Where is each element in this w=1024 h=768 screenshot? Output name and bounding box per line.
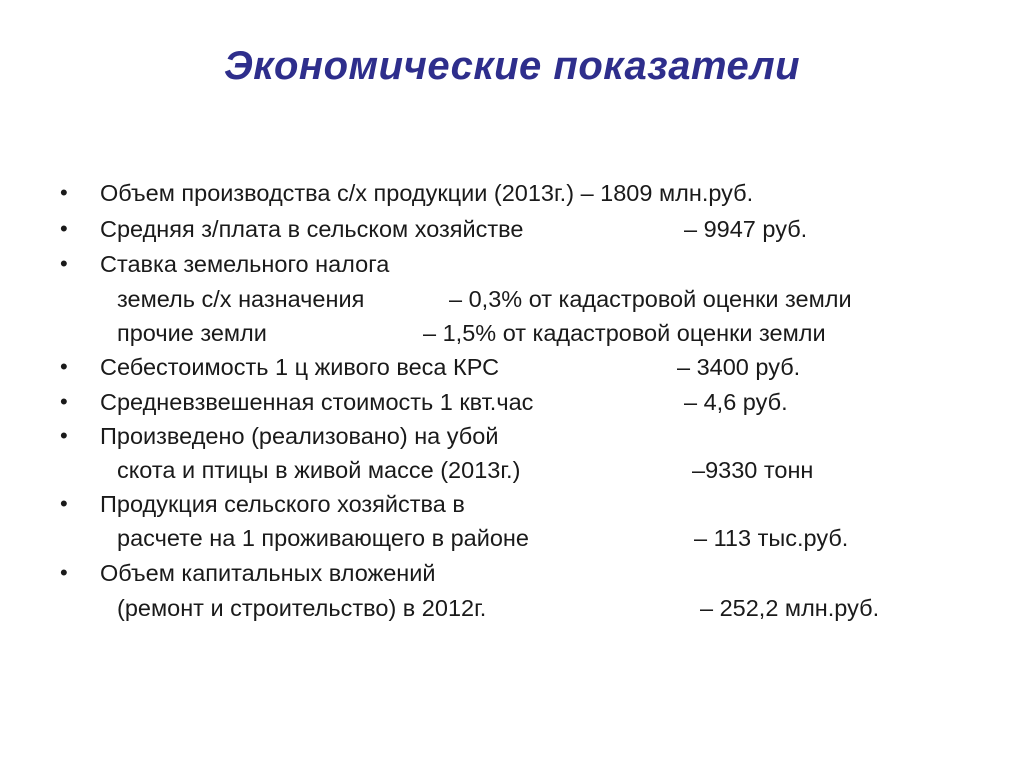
item-label: Ставка земельного налога — [100, 251, 390, 277]
bullet-icon: • — [60, 423, 68, 448]
bullet-icon: • — [60, 389, 68, 414]
item-label: Средняя з/плата в сельском хозяйстве — [100, 216, 524, 242]
item-label: Произведено (реализовано) на убой — [100, 423, 499, 449]
slide-title: Экономические показатели — [223, 44, 801, 88]
subitem-value: – 1,5% от кадастровой оценки земли — [423, 320, 826, 346]
item-label: Объем капитальных вложений — [100, 560, 436, 586]
bullet-icon: • — [60, 560, 68, 585]
item-label: Продукция сельского хозяйства в — [100, 491, 465, 517]
subitem-label: (ремонт и строительство) в 2012г. — [117, 595, 487, 621]
bullet-icon: • — [60, 354, 68, 379]
bullet-icon: • — [60, 251, 68, 276]
bullet-icon: • — [60, 216, 68, 241]
subitem-value: – 0,3% от кадастровой оценки земли — [449, 286, 852, 312]
subitem-value: – 113 тыс.руб. — [694, 525, 849, 551]
item-label: Себестоимость 1 ц живого веса КРС — [100, 354, 500, 380]
subitem-label: земель с/х назначения — [117, 286, 365, 312]
item-label: Объем производства с/х продукции (2013г.) – 1809 млн.руб. — [100, 180, 754, 206]
item-value: – 4,6 руб. — [684, 389, 788, 415]
subitem-value: – 252,2 млн.руб. — [700, 595, 880, 621]
subitem-label: скота и птицы в живой массе (2013г.) — [117, 457, 521, 483]
subitem-label: прочие земли — [117, 320, 267, 346]
subitem-label: расчете на 1 проживающего в районе — [117, 525, 529, 551]
subitem-value: –9330 тонн — [692, 457, 814, 483]
bullet-icon: • — [60, 491, 68, 516]
item-value: – 3400 руб. — [677, 354, 801, 380]
bullet-icon: • — [60, 180, 68, 205]
item-label: Средневзвешенная стоимость 1 квт.час — [100, 389, 534, 415]
item-value: – 9947 руб. — [684, 216, 808, 242]
